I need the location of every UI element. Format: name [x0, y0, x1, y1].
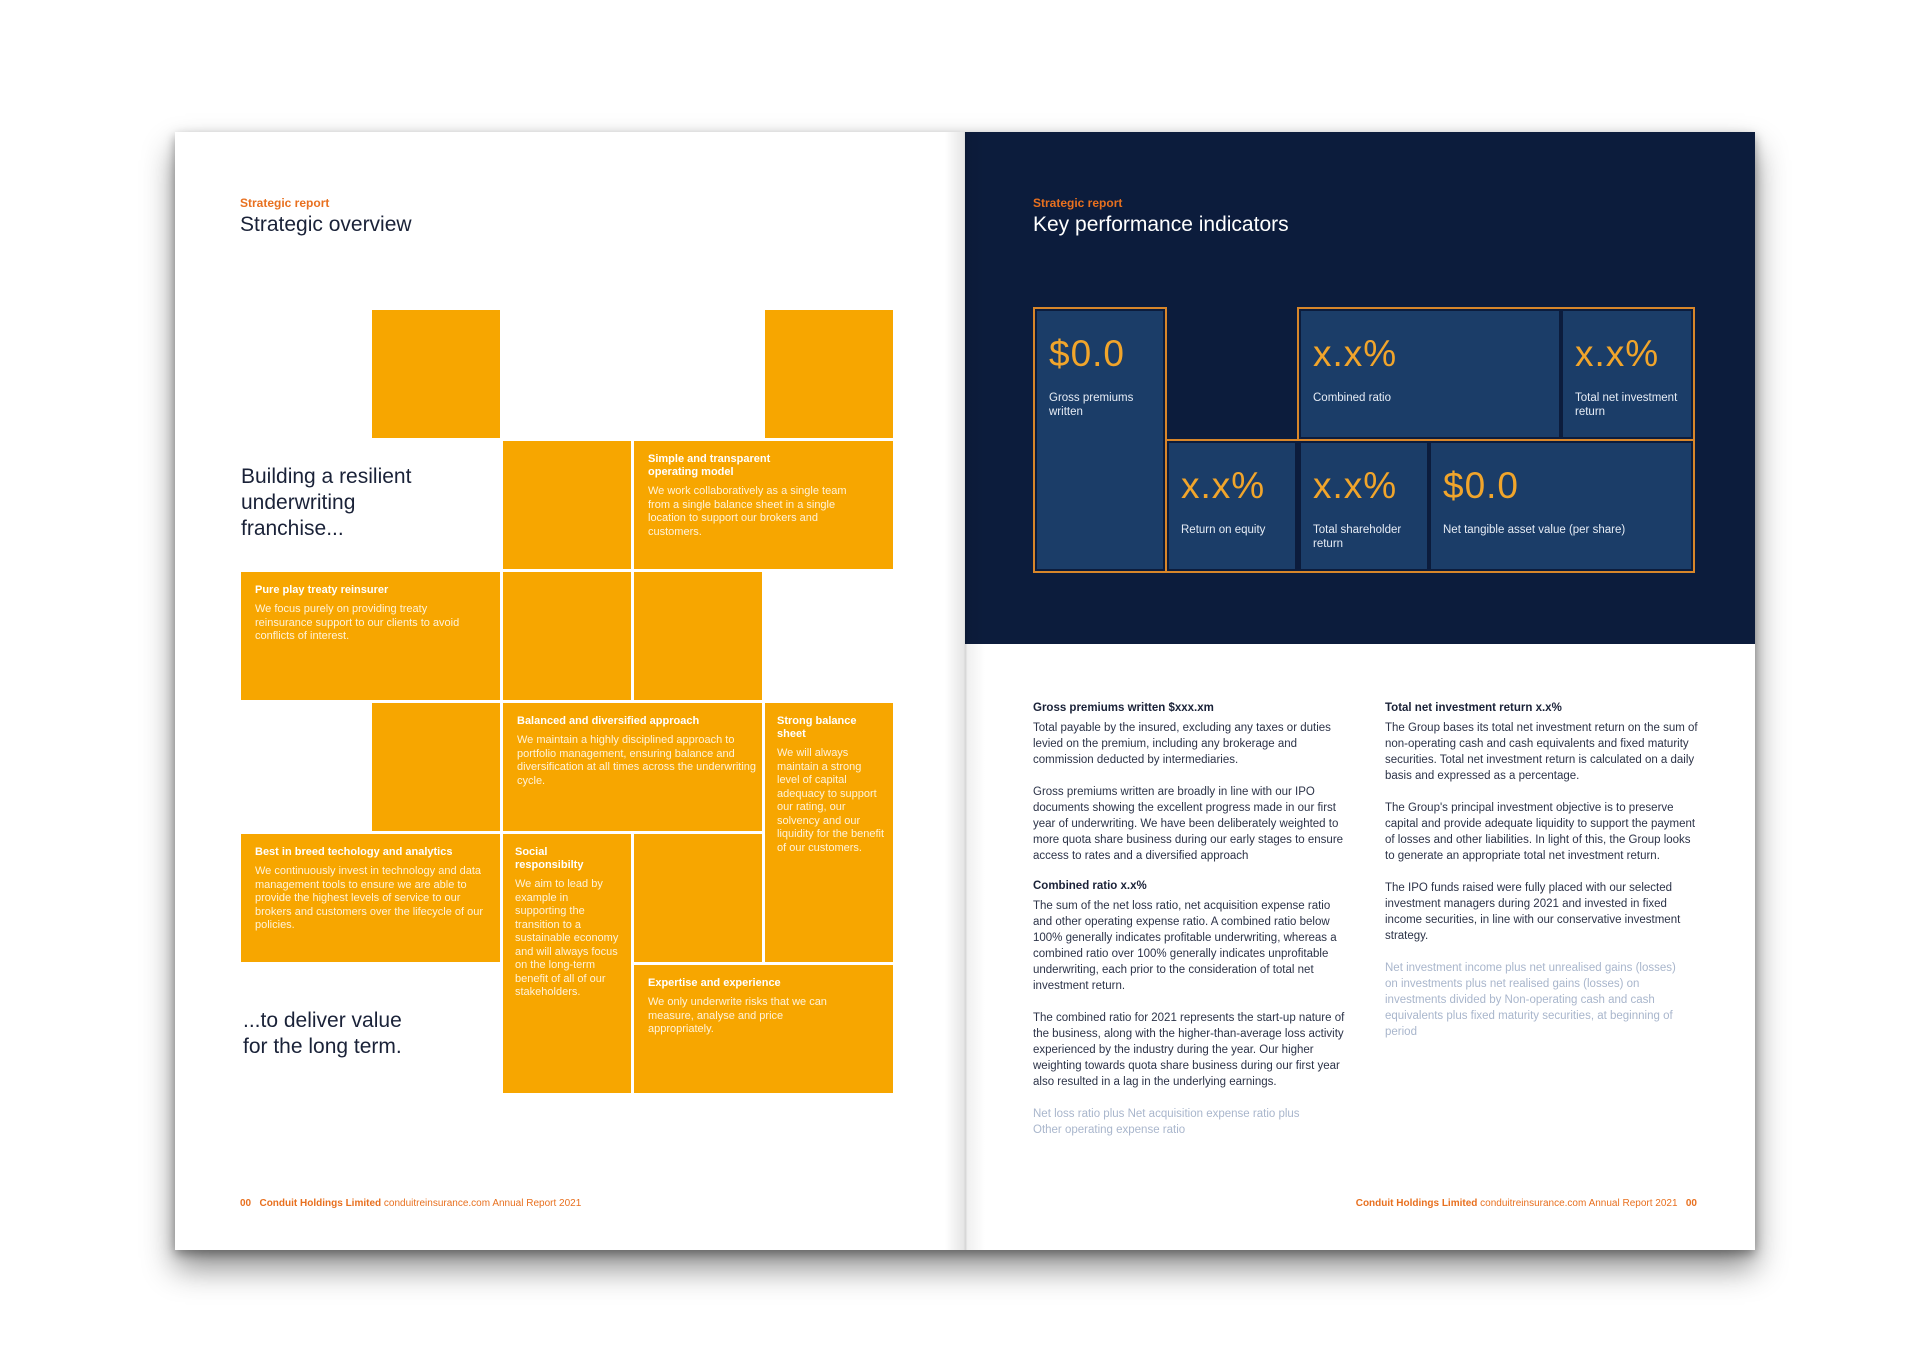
paragraph: The sum of the net loss ratio, net acquisition expense ratio and other operating expense ratio. A combined ratio below 100% generally indicates profitable underwriting, whereas a combined ratio over 100% generally indicates unprofitable underwriting, each prior to the consideration of total net investment return. — [1033, 900, 1337, 992]
section-heading: Gross premiums written $xxx.xm — [1033, 702, 1214, 714]
intro-line: underwriting — [241, 491, 356, 514]
kpi-label: Total net investment return — [1575, 392, 1678, 418]
section-heading: Combined ratio x.x% — [1033, 880, 1147, 892]
right-footer — [1356, 1198, 1697, 1209]
section-heading: Total net investment return x.x% — [1385, 702, 1562, 714]
tile-heading: Pure play treaty reinsurer — [255, 584, 389, 596]
tile-heading: Balanced and diversified approach — [517, 715, 700, 727]
tile-plain — [503, 572, 631, 700]
paragraph: The combined ratio for 2021 represents the start-up nature of the business, along with the higher-than-average loss activity experienced by the industry during the year. Our higher weighting towards quota share business during our first year also resulted in a lag in the underlying earnings. — [1033, 1012, 1345, 1088]
kpi-return-on-equity — [1169, 443, 1295, 569]
paragraph: Total payable by the insured, excluding any taxes or duties levied on the premium, including any brokerage and commission deducted by intermediaries. — [1033, 722, 1331, 766]
text-column-1 — [1033, 702, 1351, 1138]
tile-plain — [765, 310, 893, 438]
tile-body: We work collaboratively as a single team from a single balance sheet in a single location to support our brokers and customers. — [648, 485, 847, 538]
left-eyebrow: Strategic report — [240, 196, 330, 210]
tile-body: We only underwrite risks that we can measure, analyse and price appropriately. — [648, 996, 827, 1035]
right-page — [965, 132, 1755, 1250]
kpi-value: $0.0 — [1049, 333, 1126, 374]
formula-note: Net loss ratio plus Net acquisition expense ratio plus Other operating expense ratio — [1033, 1108, 1300, 1136]
kpi-net-tangible-asset-value — [1431, 443, 1691, 569]
tile-pure-play-treaty — [241, 572, 500, 700]
tile-body: We aim to lead by example in supporting the transition to a sustainable economy and will always focus on the long-term benefit of all of our stakeholders. — [515, 878, 619, 998]
footer-company: Conduit Holdings Limited — [259, 1198, 382, 1209]
kpi-label: Combined ratio — [1313, 392, 1391, 404]
page-number: 00 — [1685, 1198, 1697, 1209]
annual-report-spread — [175, 132, 1755, 1250]
intro-statement — [241, 464, 411, 542]
tile-heading: Social responsibilty — [515, 846, 584, 871]
outro-line: for the long term. — [243, 1035, 402, 1058]
kpi-value: $0.0 — [1443, 465, 1520, 506]
intro-line: franchise... — [241, 517, 344, 540]
kpi-label: Return on equity — [1181, 524, 1266, 536]
left-page-title: Strategic overview — [240, 213, 412, 236]
tile-heading: Strong balance sheet — [777, 715, 857, 740]
kpi-combined-ratio — [1301, 311, 1559, 437]
intro-line: Building a resilient — [241, 465, 412, 488]
kpi-label: Total shareholder return — [1313, 524, 1402, 550]
formula-note: Net investment income plus net unrealised gains (losses) on investments plus net realised gains (losses) on investments divided by Non-operating cash and cash equivalents plus fixed maturity securities, at beginning of period — [1385, 962, 1676, 1038]
kpi-label: Net tangible asset value (per share) — [1443, 524, 1626, 536]
paragraph: The Group bases its total net investment return on the sum of non-operating cash and cash equivalents and fixed maturity securities. Total net investment return is calculated on a daily basis and expressed as a percentage. — [1385, 722, 1698, 782]
kpi-value: x.x% — [1575, 333, 1660, 374]
tile-heading: Expertise and experience — [648, 977, 781, 989]
tile-plain — [634, 834, 762, 962]
text-column-2 — [1385, 702, 1703, 1040]
tile-plain — [503, 441, 631, 569]
tile-body: We maintain a highly disciplined approach to portfolio management, ensuring balance and diversification at all times across the underwriting cycle. — [517, 734, 757, 787]
tile-balanced-approach — [503, 703, 762, 831]
tile-best-in-breed-technology — [241, 834, 500, 962]
kpi-value: x.x% — [1181, 465, 1266, 506]
tile-social-responsibility — [503, 834, 631, 1093]
outro-line: ...to deliver value — [243, 1009, 402, 1032]
tile-heading: Simple and transparent operating model — [648, 453, 771, 478]
tile-plain — [634, 572, 762, 700]
tile-body: We continuously invest in technology and data management tools to ensure we are able to provide the highest levels of service to our brokers and customers over the lifecycle of our policies. — [255, 865, 484, 931]
footer-report: Annual Report 2021 — [492, 1198, 582, 1209]
footer-company: Conduit Holdings Limited — [1355, 1198, 1478, 1209]
tile-expertise-experience — [634, 965, 893, 1093]
page-number: 00 — [240, 1198, 252, 1209]
left-page — [175, 132, 965, 1250]
paragraph: Gross premiums written are broadly in line with our IPO documents showing the excellent progress made in our first year of underwriting. We have been deliberately weighted to more quota share business during our early stages to ensure access to rates and a diversified approach — [1033, 786, 1344, 862]
tile-strong-balance-sheet — [765, 703, 893, 962]
footer-site: conduitreinsurance.com — [383, 1198, 491, 1209]
right-eyebrow: Strategic report — [1033, 196, 1123, 210]
tile-body: We will always maintain a strong level of capital adequacy to support our rating, our solvency and our liquidity for the benefit of our customers. — [777, 747, 885, 854]
left-footer — [240, 1198, 581, 1209]
kpi-value: x.x% — [1313, 465, 1398, 506]
tile-body: We focus purely on providing treaty reinsurance support to our clients to avoid conflicts of interest. — [255, 603, 460, 642]
tile-plain — [372, 703, 500, 831]
right-page-title: Key performance indicators — [1033, 213, 1289, 236]
footer-site: conduitreinsurance.com — [1480, 1198, 1587, 1209]
paragraph: The IPO funds raised were fully placed with our selected investment managers during 2021 and invested in fixed income securities, in line with our conservative investment strategy. — [1385, 882, 1681, 942]
kpi-total-shareholder-return — [1301, 443, 1427, 569]
footer-report: Annual Report 2021 — [1588, 1198, 1678, 1209]
kpi-label: Gross premiums written — [1049, 392, 1134, 418]
outro-statement — [243, 1008, 402, 1060]
tile-plain — [372, 310, 500, 438]
tile-simple-operating-model — [634, 441, 893, 569]
kpi-gross-premiums — [1037, 311, 1163, 569]
paragraph: The Group's principal investment objective is to preserve capital and provide adequate liquidity to support the payment of losses and other liabilities. In light of this, the Group looks to generate an appropriate total net investment return. — [1385, 802, 1696, 862]
tile-heading: Best in breed techology and analytics — [255, 846, 453, 858]
kpi-total-net-investment-return — [1563, 311, 1691, 437]
kpi-value: x.x% — [1313, 333, 1398, 374]
